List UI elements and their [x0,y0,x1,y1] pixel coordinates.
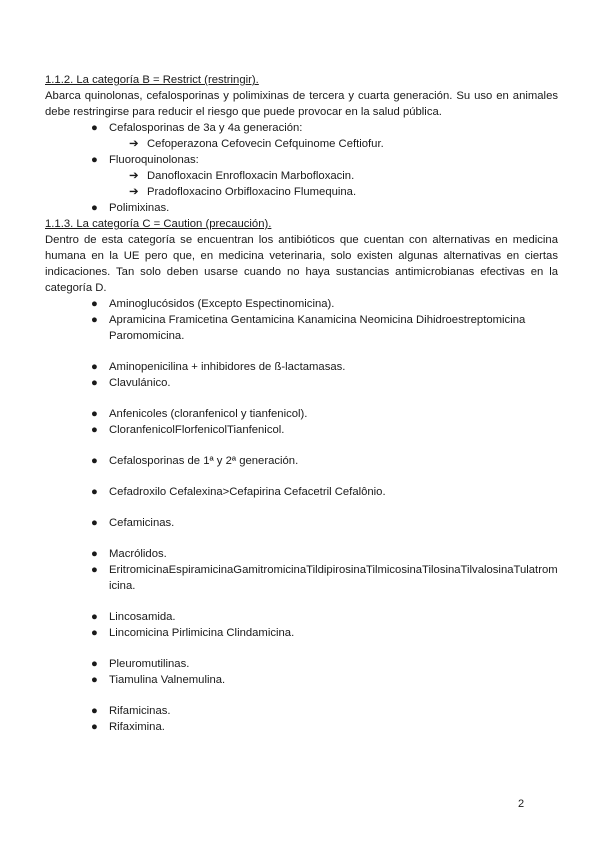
spacer [45,531,558,546]
spacer [45,688,558,703]
list-item [45,515,558,531]
bullet-icon: ● [91,658,98,670]
list-item-text: Cefalosporinas de 3a y 4a generación: [109,122,303,134]
bullet-icon: ● [91,202,98,214]
sub-list-item-text: Cefoperazona Cefovecin Cefquinome Ceftiofur. [147,138,384,150]
spacer [45,438,558,453]
list-item [45,312,558,344]
list-item-text: Lincomicina Pirlimicina Clindamicina. [109,627,295,639]
list-item [45,546,558,562]
bullet-icon: ● [91,611,98,623]
bullet-icon: ● [91,377,98,389]
bullet-icon: ● [91,361,98,373]
list-item [45,375,558,391]
section-c-paragraph: Dentro de esta categoría se encuentran los antibióticos que cuentan con alternativas en medicina humana en la UE pero que, en medicina veterinaria, solo existen algunas alternativas en ciertas indicaciones. Tan solo deben usarse cuando no haya sustancias antimicrobianas efectivas en la categoría D. [45,234,558,294]
list-item [45,453,558,469]
section-b-paragraph: Abarca quinolonas, cefalosporinas y polimixinas de tercera y cuarta generación. Su uso en animales debe restringirse para reducir el riesgo que puede provocar en la salud pública. [45,90,558,118]
bullet-icon: ● [91,674,98,686]
list-item-text: Cefalosporinas de 1ª y 2ª generación. [109,455,299,467]
bullet-icon: ● [91,548,98,560]
list-item [45,562,558,594]
bullet-icon: ● [91,627,98,639]
spacer [45,641,558,656]
list-item-text: Rifamicinas. [109,705,171,717]
bullet-icon: ● [91,314,98,326]
list-item-text: EritromicinaEspiramicinaGamitromicinaTildipirosinaTilmicosinaTilosinaTilvalosinaTulatromicina. [109,564,558,592]
list-item [45,406,558,422]
bullet-icon: ● [91,298,98,310]
list-item-text: Anfenicoles (cloranfenicol y tianfenicol). [109,408,308,420]
sub-list-item [45,184,558,200]
bullet-icon: ● [91,122,98,134]
sub-list-item-text: Pradofloxacino Orbifloxacino Flumequina. [147,186,357,198]
list-item-text: Clavulánico. [109,377,171,389]
spacer [45,469,558,484]
list-item-text: Cefadroxilo Cefalexina>Cefapirina Cefacetril Cefalônio. [109,486,386,498]
sub-list-item [45,136,558,152]
list-item [45,296,558,312]
bullet-icon: ● [91,564,98,576]
list-item [45,422,558,438]
bullet-icon: ● [91,455,98,467]
list-item-text: Rifaximina. [109,721,165,733]
list-item-text: Tiamulina Valnemulina. [109,674,226,686]
list-item [45,152,558,168]
list-item-text: Apramicina Framicetina Gentamicina Kanamicina Neomicina Dihidroestreptomicina Paromomicina. [109,314,526,342]
list-item-text: Pleuromutilinas. [109,658,190,670]
page-number: 2 [518,798,525,810]
arrow-icon: ➔ [129,170,139,182]
list-item-text: Lincosamida. [109,611,176,623]
section-c-list [45,296,558,735]
bullet-icon: ● [91,154,98,166]
list-item [45,672,558,688]
sub-list-item-text: Danofloxacin Enrofloxacin Marbofloxacin. [147,170,355,182]
bullet-icon: ● [91,517,98,529]
arrow-icon: ➔ [129,186,139,198]
list-item [45,359,558,375]
arrow-icon: ➔ [129,138,139,150]
spacer [45,391,558,406]
list-item-text: Polimixinas. [109,202,170,214]
list-item [45,484,558,500]
list-item [45,719,558,735]
list-item [45,625,558,641]
list-item-text: Aminopenicilina + inhibidores de ß-lactamasas. [109,361,346,373]
list-item [45,200,558,216]
list-item-text: Cefamicinas. [109,517,175,529]
bullet-icon: ● [91,424,98,436]
list-item [45,656,558,672]
bullet-icon: ● [91,705,98,717]
list-item-text: Fluoroquinolonas: [109,154,199,166]
spacer [45,594,558,609]
list-item [45,703,558,719]
section-c-heading: 1.1.3. La categoría C = Caution (precaución). [45,218,272,230]
sub-list-item [45,168,558,184]
bullet-icon: ● [91,486,98,498]
list-item-text: Macrólidos. [109,548,167,560]
spacer [45,500,558,515]
document-page [45,72,558,735]
list-item-text: CloranfenicolFlorfenicolTianfenicol. [109,424,285,436]
bullet-icon: ● [91,408,98,420]
spacer [45,344,558,359]
section-b-heading: 1.1.2. La categoría B = Restrict (restringir). [45,74,259,86]
list-item-text: Aminoglucósidos (Excepto Espectinomicina). [109,298,335,310]
section-b-list [45,120,558,216]
list-item [45,609,558,625]
list-item [45,120,558,136]
bullet-icon: ● [91,721,98,733]
